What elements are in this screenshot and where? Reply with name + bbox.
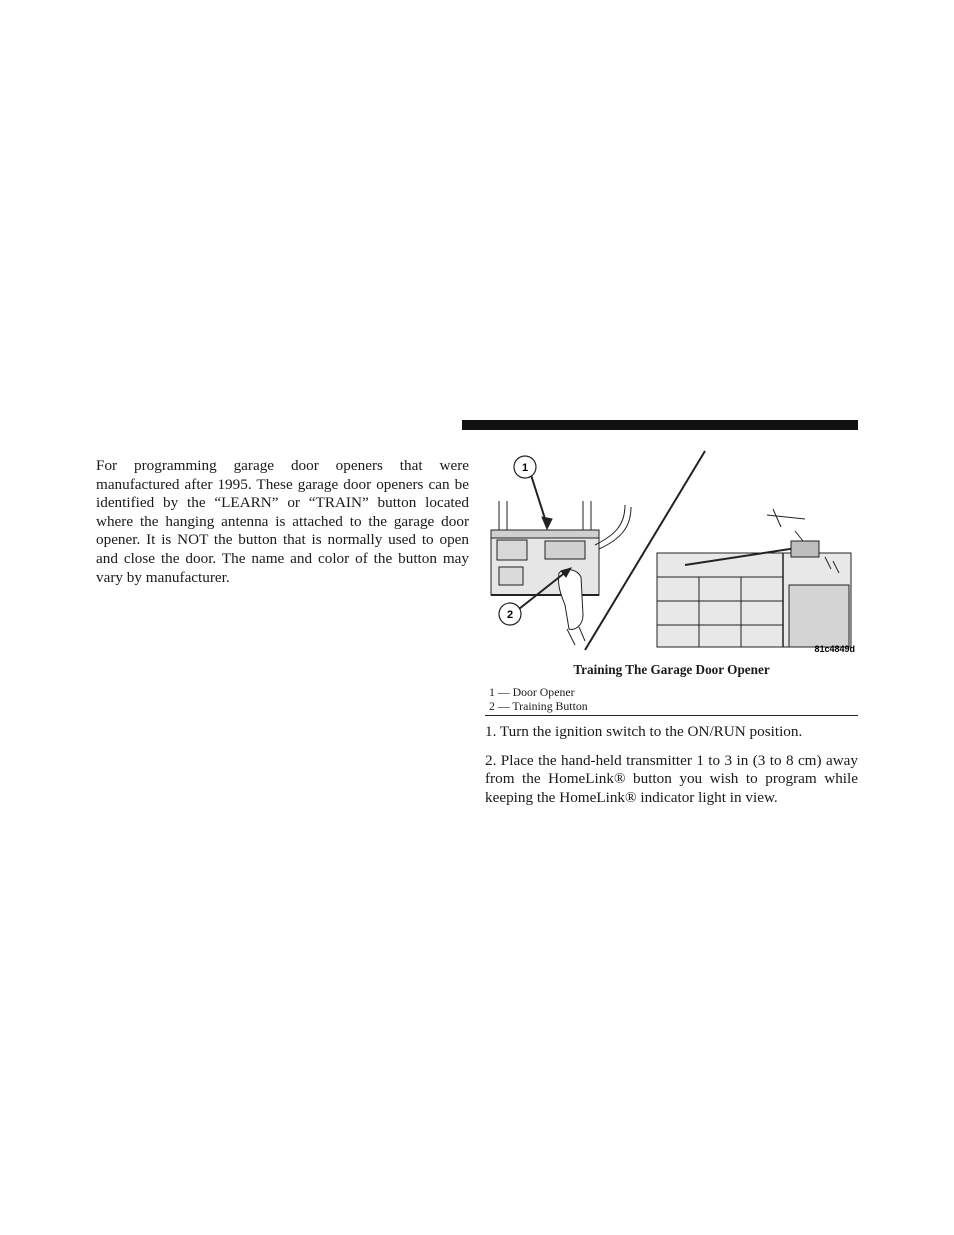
callout-2 (499, 603, 521, 625)
intro-paragraph: For programming garage door openers that were manufactured after 1995. These garage door openers can be identified by the “LEARN” or “TRAIN” button located where the hanging antenna is attached to the garage door opener. It is NOT the button that is normally used to open and close the door. The name and color of the button may vary by manufacturer. (96, 457, 469, 586)
section-rule-bar (462, 420, 858, 430)
step-2: 2. Place the hand-held transmitter 1 to 3 in (3 to 8 cm) away from the HomeLink® button you wish to program while keeping the HomeLink® indicator light in view. (485, 751, 858, 806)
figure-code: 81c4849d (814, 644, 855, 654)
callout-1 (514, 456, 536, 478)
garage-interior (657, 509, 851, 647)
legend-item: 2 — Training Button (489, 699, 588, 713)
illustration-svg (485, 445, 858, 657)
svg-text:1: 1 (521, 462, 529, 474)
steps-column (485, 723, 858, 817)
figure-legend (489, 685, 858, 713)
figure-caption: Training The Garage Door Opener (573, 662, 770, 677)
step-1: 1. Turn the ignition switch to the ON/RUN position. (485, 723, 803, 740)
garage-opener-illustration (485, 445, 858, 657)
legend-rule (485, 715, 858, 716)
svg-text:2: 2 (506, 609, 514, 621)
intro-column (96, 457, 469, 587)
legend-item: 1 — Door Opener (489, 685, 575, 699)
